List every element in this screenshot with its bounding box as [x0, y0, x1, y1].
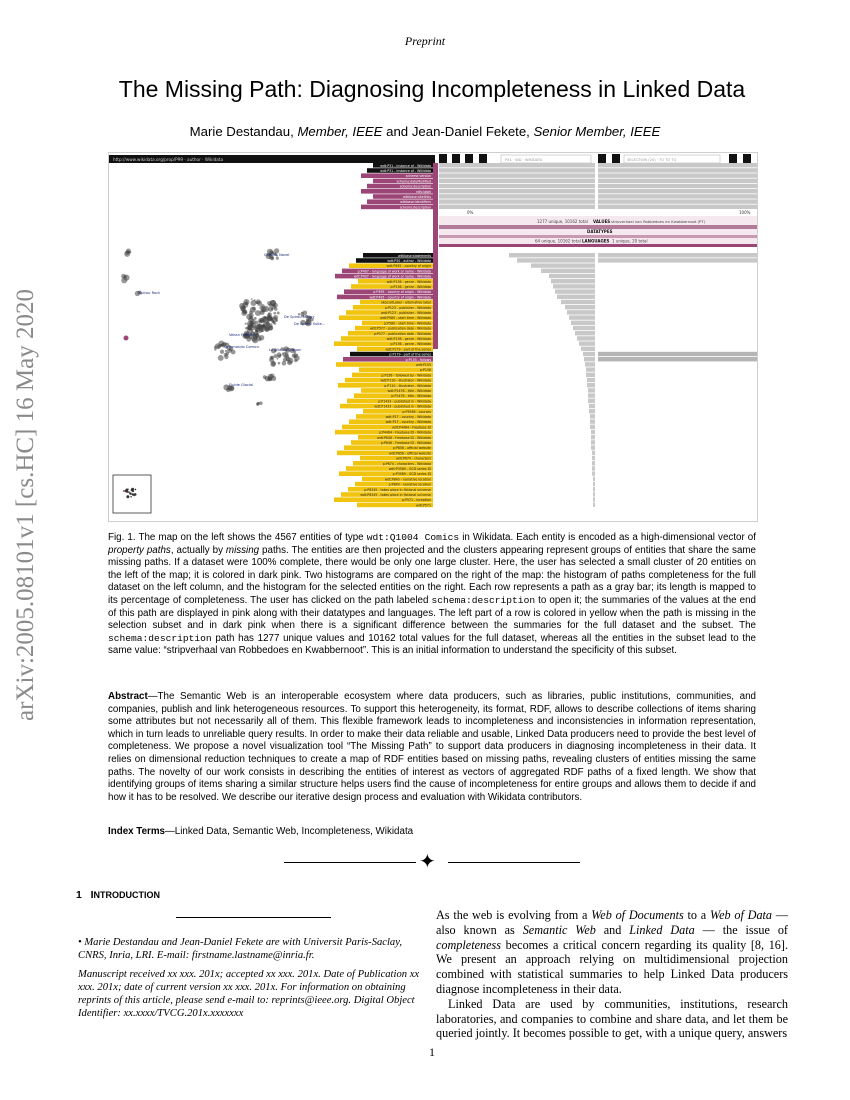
path-row-label[interactable]: wdt:P580 - start time - Wikidata	[380, 316, 431, 321]
map-point[interactable]	[271, 308, 273, 310]
path-row-label[interactable]: wdt:P136 - genre - Wikidata	[386, 337, 431, 341]
full-bar	[593, 482, 595, 486]
section-number: 1	[76, 889, 82, 901]
map-point[interactable]	[214, 348, 216, 350]
toolbar-btn-7[interactable]	[729, 154, 737, 163]
map-point[interactable]	[278, 362, 281, 365]
path-row-label[interactable]: p:P674 - characters - Wikidata	[382, 461, 431, 466]
path-row-label[interactable]: p:P179 - part of the series	[389, 352, 431, 357]
path-row-label[interactable]: wikibase:sitelinks	[403, 195, 431, 199]
full-bar	[551, 279, 595, 283]
map-point[interactable]	[276, 257, 279, 260]
figure-1-svg	[109, 153, 757, 521]
text: and	[595, 922, 630, 937]
toolbar-btn-6[interactable]	[612, 154, 620, 163]
author-conjunction: and	[382, 124, 412, 139]
full-bar	[592, 461, 595, 465]
map-point[interactable]	[261, 330, 263, 332]
map-point[interactable]	[259, 401, 263, 405]
map-label: Commando Comics	[224, 345, 259, 349]
emph: Linked Data	[629, 922, 695, 937]
path-row-label[interactable]: schema:dateModified	[396, 179, 431, 184]
path-row-label[interactable]: p:P495 - country of origin - Wikidata	[373, 290, 431, 295]
full-bar	[439, 184, 595, 188]
subset-bar	[598, 189, 757, 193]
full-bar	[509, 253, 595, 257]
subset-bar	[598, 184, 757, 188]
full-bar	[585, 362, 595, 366]
subset-bar	[598, 352, 757, 356]
map-point[interactable]	[276, 358, 278, 360]
selection-column	[433, 163, 438, 349]
path-row-label[interactable]: wdt:P3589 - GCD series ID	[388, 467, 431, 471]
path-row-label[interactable]: p:P856 - official website	[392, 446, 431, 451]
map-point[interactable]	[282, 353, 284, 355]
minimap-dot	[127, 489, 129, 491]
pct-100: 100%	[739, 210, 751, 215]
path-row-label[interactable]: wdt:P840 - narrative location	[384, 477, 431, 482]
path-row-label[interactable]: skos:altLabel - alternative label	[381, 300, 431, 305]
figure-caption	[108, 532, 756, 658]
pct-0: 0%	[467, 210, 474, 215]
full-bar	[569, 315, 595, 319]
path-row-label[interactable]: wdt:P856 - official website	[388, 451, 431, 456]
map-point[interactable]	[256, 402, 259, 405]
full-bar	[577, 336, 595, 340]
path-row-label[interactable]: p:P4464 - Freebase ID - Wikidata	[378, 430, 431, 435]
path-row-label[interactable]: p:P3589 - courses	[402, 409, 431, 414]
full-bar	[593, 503, 595, 507]
path-row-label[interactable]: wdt:P1433 - published in - Wikidata	[374, 404, 431, 409]
map-point[interactable]	[282, 361, 287, 366]
running-header: Preprint	[404, 34, 446, 48]
path-row-label[interactable]: p:P840 - narrative location	[388, 482, 431, 487]
subset-bar	[598, 205, 757, 209]
subset-bar	[598, 194, 757, 198]
minimap-dot	[130, 496, 132, 498]
path-row-label[interactable]: schema:description	[399, 184, 431, 189]
emph: completeness	[436, 937, 501, 952]
text: to a	[683, 908, 711, 922]
footnote-affiliation: • Marie Destandau and Jean-Daniel Fekete are with Universit Paris-Saclay, CNRS, Inria, LRI. E-mail: firstname.lastname@inria.fr.	[78, 937, 402, 961]
map-point[interactable]	[250, 307, 256, 313]
minimap-dot	[130, 493, 131, 494]
map-point[interactable]	[224, 353, 228, 357]
full-bar	[439, 173, 595, 177]
close-icon[interactable]	[743, 154, 751, 163]
full-bar	[587, 378, 595, 382]
subset-bar	[598, 258, 757, 262]
full-bar	[439, 163, 595, 167]
path-row-label[interactable]: wdt:P31 - instance of - Wikidata	[380, 169, 431, 173]
full-bar	[571, 321, 595, 325]
map-point[interactable]	[270, 361, 275, 366]
full-bar	[593, 492, 595, 496]
full-bar	[593, 487, 595, 491]
minimap-dot	[135, 489, 137, 491]
map-point[interactable]	[250, 300, 256, 306]
map-label: Fluide Glacial	[229, 383, 254, 387]
caption-emph: missing	[225, 544, 260, 556]
path-row-label[interactable]: wdt:P31 - instance of - Wikidata	[380, 163, 431, 168]
path-row-label[interactable]: wdt:P407 - language of work or name - Wikidata	[353, 274, 431, 279]
summary-lang-total: 1 unique, 20 total	[612, 238, 648, 244]
author-line	[0, 124, 850, 139]
map-point[interactable]	[124, 251, 130, 257]
summary-lang-counts: 64 unique, 10162 total	[535, 238, 581, 244]
path-row-label[interactable]: wdt:P674 - characters	[395, 456, 431, 461]
map-point[interactable]	[257, 301, 262, 306]
full-bar	[439, 168, 595, 172]
map-point[interactable]	[270, 318, 273, 321]
caption-code: schema:description	[108, 632, 212, 644]
caption-code: wdt:Q1004 Comics	[366, 532, 460, 543]
path-row-label[interactable]: wikibase:identifiers	[400, 200, 431, 205]
full-bar	[586, 367, 595, 371]
map-label: Vekan Fantasy	[229, 333, 255, 337]
summary-languages-label: LANGUAGES	[582, 238, 610, 244]
path-row-label[interactable]: wdt:P155	[416, 363, 431, 367]
separator-line-right	[448, 862, 580, 863]
map-point[interactable]	[217, 345, 221, 349]
path-row-label[interactable]: p:P156 - followed by - Wikidata	[381, 373, 431, 378]
map-point[interactable]	[274, 307, 278, 311]
full-bar	[565, 305, 595, 309]
map-point[interactable]	[274, 354, 278, 358]
full-bar	[557, 295, 595, 299]
subset-bar	[598, 253, 757, 257]
path-row-label[interactable]: wdt:P646 - Freebase ID - Wikidata	[377, 435, 431, 440]
search-input-full-text: P31 · WD · WIKIDATA	[505, 157, 543, 162]
full-bar	[588, 399, 595, 403]
map-label: De Spirou Trilogy	[284, 315, 315, 319]
footnote-rule	[176, 917, 331, 918]
full-bar	[589, 409, 595, 413]
separator-diamond-icon: ✦	[419, 849, 436, 873]
footnote-manuscript: Manuscript received xx xxx. 201x; accepted xx xxx. 201x. Date of Publication xx xxx. 201x; date of current version xx xxx. 201x. For information on obtaining reprints of this article, please send e-mail to: reprints@ieee.org. Digital Object Identifier: xx.xxxx/TVCG.201x.xxxxxxx	[78, 969, 420, 1019]
section-title-rest: NTRODUCTION	[93, 890, 161, 900]
map-point[interactable]	[259, 310, 264, 315]
path-row-label[interactable]: wdt:P17 - country - Wikidata	[385, 415, 431, 419]
toolbar-btn-5[interactable]	[598, 154, 606, 163]
emph: Web of Data	[710, 908, 773, 922]
map-point[interactable]	[262, 324, 264, 326]
path-row-label[interactable]: p:P646 - Freebase ID - Wikidata	[380, 441, 431, 445]
full-bar	[591, 430, 595, 434]
map-point[interactable]	[286, 359, 288, 361]
path-row-label[interactable]: wdt:P50 - author - Wikidata	[387, 259, 431, 263]
map-point[interactable]	[294, 359, 297, 362]
minimap-dot	[134, 493, 137, 496]
full-bar	[591, 435, 595, 439]
full-bar	[583, 352, 595, 356]
arxiv-stamp-text: arXiv:2005.08101v1 [cs.HC] 16 May 2020	[12, 289, 39, 721]
full-bar	[592, 466, 595, 470]
full-bar	[567, 310, 595, 314]
path-row-label[interactable]: wdt:P123 - publisher - Wikidata	[381, 311, 431, 315]
path-row-label[interactable]: schema:description	[399, 205, 431, 210]
path-row-label[interactable]: p:P407 - language of work or name - Wikidata	[357, 269, 431, 274]
full-bar	[575, 331, 595, 335]
subset-bar	[598, 163, 757, 167]
path-list[interactable]	[334, 163, 757, 507]
summary-datatypes-label: DATATYPES	[587, 229, 613, 234]
full-bar	[439, 199, 595, 203]
caption-part: paths. The entities are then projected and the clusters appearing represent groups of entities that share the same missing paths. If a dataset were 100% complete, there would be only one large cluster. Here, the user has selected a small cluster of 20 entities on the left of the map; it is colored in dark pink. Two histograms are compared on the right of the map: the histogram of paths completeness for the full dataset on the left column, and the histogram for the selected entities on the right. Each row represents a path as a gray bar; its length is mapped to its percentage of completeness. The user has clicked on the path labeled	[108, 544, 756, 606]
summary-languages-bar	[439, 244, 757, 247]
full-bar	[588, 393, 595, 397]
full-bar	[579, 341, 595, 345]
full-bar	[590, 414, 595, 418]
caption-part: path has 1277 unique values and 10162 total values for the full dataset, whereas all the entities in the subset lead to the same value: “stripverhaal van Robbedoes en Kwabbernoot”. This is an initial information to understand the specificity of this subset.	[108, 632, 756, 657]
map-point[interactable]	[263, 322, 268, 327]
full-bar	[590, 425, 595, 429]
emph: Web of Documents	[591, 908, 684, 922]
map-point[interactable]	[277, 312, 280, 315]
subset-bar	[598, 179, 757, 183]
path-row-label[interactable]: wdt:P136 - genre - Wikidata	[386, 279, 431, 284]
map-point[interactable]	[246, 337, 251, 342]
full-bar	[439, 194, 595, 198]
full-bar	[439, 205, 595, 209]
author-1: Marie Destandau,	[189, 124, 298, 139]
map-point[interactable]	[269, 378, 272, 381]
map-label: Spirou Rock	[139, 291, 161, 295]
caption-part: in Wikidata. Each entity is encoded as a high-dimensional vector of	[459, 532, 756, 543]
caption-part: to open it; the summaries of the values at the end of this path are displayed in pink along with their datatypes and languages. The left part of a row is colored in yellow when the path is missing in the selection subset and in dark pink when there is a significant difference between the summaries for the full dataset and the subset. The	[108, 594, 756, 632]
map-point[interactable]	[218, 355, 224, 361]
minimap-dot	[126, 495, 129, 498]
map-label: Graphic Novel	[264, 253, 290, 257]
subset-bar	[598, 199, 757, 203]
path-row-label[interactable]: rdfs:label	[416, 189, 431, 194]
full-bar	[587, 383, 595, 387]
url-text: http://www.wikidata.org/prop/P99 · author · Wikidata	[113, 157, 224, 163]
map-point[interactable]	[220, 350, 224, 354]
map-point[interactable]	[273, 312, 276, 315]
full-bar	[549, 274, 595, 278]
path-row-label[interactable]: p:P580 - start time - Wikidata	[384, 321, 431, 326]
body-text	[436, 908, 788, 1041]
summary-values-label: VALUES	[593, 219, 611, 224]
emph: Semantic Web	[522, 922, 596, 937]
page-number: 1	[429, 1045, 435, 1059]
paragraph-1	[436, 908, 788, 997]
path-row-label[interactable]: p:P577 - publication date - Wikidata	[373, 331, 431, 336]
full-bar	[517, 258, 595, 262]
path-row-label[interactable]: wdt:P495 - country of origin	[386, 264, 431, 269]
path-row-label[interactable]: p:P1433 - published in - Wikidata	[378, 399, 431, 404]
path-row-label[interactable]: wdt:P17 - country - Wikidata	[385, 420, 431, 425]
author-2: Jean-Daniel Fekete,	[411, 124, 534, 139]
caption-part: , actually by	[170, 544, 226, 556]
full-bar	[584, 357, 595, 361]
minimap-dot	[131, 488, 134, 491]
author-1-role: Member, IEEE	[297, 124, 383, 139]
toolbar-btn-1[interactable]	[439, 154, 447, 163]
toolbar	[439, 154, 751, 163]
toolbar-btn-3[interactable]	[465, 154, 473, 163]
author-2-role: Senior Member, IEEE	[533, 124, 661, 139]
caption-part: Fig. 1. The map on the left shows the 4567 entities of type	[108, 532, 367, 543]
full-bar	[593, 477, 595, 481]
path-row-label[interactable]: wdt:P179 - part of the series	[385, 347, 431, 352]
path-row-label[interactable]: p:P136 - genre - Wikidata	[390, 342, 431, 347]
subset-bar	[598, 168, 757, 172]
caption-emph: property paths	[108, 544, 171, 556]
entity-map[interactable]	[121, 248, 314, 405]
path-row-label[interactable]: p:P136 - genre - Wikidata	[390, 285, 431, 289]
full-bar	[439, 189, 595, 193]
map-labels	[139, 253, 325, 387]
full-bar	[593, 497, 595, 501]
full-bar	[592, 456, 595, 460]
index-terms-text: —Linked Data, Semantic Web, Incompleteness, Wikidata	[165, 826, 414, 837]
minimap-dot	[123, 490, 125, 492]
section-heading	[76, 889, 160, 901]
text: As the web is evolving from a	[436, 908, 592, 922]
map-point[interactable]	[251, 298, 253, 300]
map-point[interactable]	[256, 330, 259, 333]
full-bar	[573, 326, 595, 330]
map-point[interactable]	[280, 354, 282, 356]
path-row-label[interactable]: wikibase:statements	[398, 253, 431, 258]
caption-code: schema:description	[431, 594, 536, 606]
map-label: De Spirou Suite...	[294, 322, 326, 326]
toolbar-btn-2[interactable]	[452, 154, 460, 163]
map-label: La Fille du Dragon	[269, 348, 302, 352]
path-row-label[interactable]: p:P110 - illustrator - Wikidata	[384, 383, 431, 388]
map-point[interactable]	[242, 309, 246, 313]
path-row-label[interactable]: wdt:P8345 - takes place in fictional universe	[360, 493, 431, 497]
search-input-selection-text: SELECTION (20) · TO TO TO	[627, 157, 677, 162]
map-point[interactable]	[121, 274, 126, 279]
path-row-label[interactable]: schema:version	[405, 174, 431, 179]
path-row-label[interactable]: p:P1476 - title - Wikidata	[391, 394, 431, 399]
subset-bar	[598, 173, 757, 177]
index-terms	[108, 826, 756, 837]
path-row-label[interactable]: p:P571 - inception	[401, 498, 431, 503]
full-bar	[592, 471, 595, 475]
value-summary	[439, 210, 757, 247]
selected-cluster[interactable]	[124, 336, 129, 341]
minimap-dot	[132, 493, 134, 495]
abstract-label: Abstract	[108, 691, 148, 702]
full-bar	[588, 388, 595, 392]
map-point[interactable]	[225, 350, 227, 352]
path-row-label[interactable]: p:P8345 - takes place in fictional universe	[364, 487, 431, 492]
full-bar	[591, 445, 595, 449]
map-point[interactable]	[242, 302, 248, 308]
full-bar	[592, 451, 595, 455]
paper-title: The Missing Path: Diagnosing Incompleteness in Linked Data	[118, 76, 746, 102]
separator-line-left	[284, 862, 416, 863]
map-point[interactable]	[273, 303, 278, 308]
summary-counts: 1277 unique, 10162 total	[537, 219, 588, 224]
figure-1	[108, 152, 758, 522]
index-terms-label: Index Terms	[108, 826, 165, 837]
full-bar	[541, 269, 595, 273]
path-row-label[interactable]: wdt:P571	[416, 503, 431, 508]
full-bar	[591, 440, 595, 444]
full-bar	[555, 289, 595, 293]
map-point[interactable]	[285, 353, 287, 355]
text: — the issue of	[694, 922, 788, 937]
subset-bar	[598, 357, 757, 361]
abstract	[108, 691, 756, 804]
path-row-label[interactable]: wdt:P4464 - Freebase ID	[392, 425, 431, 430]
full-bar	[439, 179, 595, 183]
full-bar	[586, 373, 595, 377]
full-bar	[590, 419, 595, 423]
map-point[interactable]	[259, 336, 261, 338]
full-bar	[553, 284, 595, 288]
full-bar	[589, 404, 595, 408]
path-row-label[interactable]: wdt:P110 - illustrator - Wikidata	[380, 378, 431, 383]
path-row-label[interactable]: p:P156	[419, 368, 431, 373]
full-bar	[581, 347, 595, 351]
path-row-label[interactable]: p:P3589 - GCD series ID	[392, 472, 431, 477]
path-row-label[interactable]: wdt:P577 - publication date - Wikidata	[369, 326, 431, 331]
toolbar-btn-4[interactable]	[479, 154, 487, 163]
map-point[interactable]	[249, 313, 254, 318]
path-row-label[interactable]: p:P155 - follows	[405, 357, 431, 362]
summary-value-text: stripverhaal van Robbedoes en Kwabbernoot (PT)	[611, 219, 706, 224]
text: becomes a critical concern regarding its quality [8, 16]. We present an approach relying on multidimensional projection combined with statistical summaries to help Linked Data producers diagnose incompleteness in their data.	[436, 937, 788, 996]
map-point[interactable]	[269, 304, 272, 307]
section-first-letter: I	[90, 889, 94, 901]
arxiv-stamp	[2, 285, 50, 725]
text: — also known as	[436, 908, 789, 937]
path-row-label[interactable]: wdt:P495 - country of origin - Wikidata	[369, 295, 431, 300]
map-point[interactable]	[245, 323, 247, 325]
path-row-label[interactable]: wdt:P1476 - title - Wikidata	[387, 389, 431, 393]
full-bar	[531, 263, 595, 267]
path-row-label[interactable]: p:P123 - publisher - Wikidata	[384, 305, 431, 310]
minimap-dot	[127, 491, 129, 493]
paragraph-2: Linked Data are used by communities, institutions, research laboratories, and companies to combine and share data, and let them be queried jointly. It becomes possible to get, with a unique query, answers	[436, 996, 788, 1041]
map-point[interactable]	[271, 356, 274, 359]
abstract-text: —The Semantic Web is an interoperable ecosystem where data producers, such as libraries, public institutions, communities, and companies, publish and link heterogeneous resources. To support this heterogeneity, its format, RDF, allows to describe collections of items sharing some attributes but not necessarily all of them. This flexible framework leads to incompleteness and inconsistencies in information representation, which in turn leads to unreliable query results. In order to make their data reliable and usable, Linked Data producers need to provide the best level of completeness. We propose a novel visualization tool “The Missing Path” to support data producers in diagnosing incompleteness in their data. It relies on dimensional reduction techniques to create a map of RDF entities based on missing paths, revealing clusters of entities missing the same paths. The novelty of our work consists in describing the entities of interest as vectors of aggregated RDF paths of a fixed length. We show that identifying groups of items sharing a similar structure helps users find the cause of incompleteness for entire groups and allows them to decide if and how it has to be resolved. We describe our iterative design process and evaluation with Wikidata contributors.	[108, 691, 756, 803]
full-bar	[561, 300, 595, 304]
